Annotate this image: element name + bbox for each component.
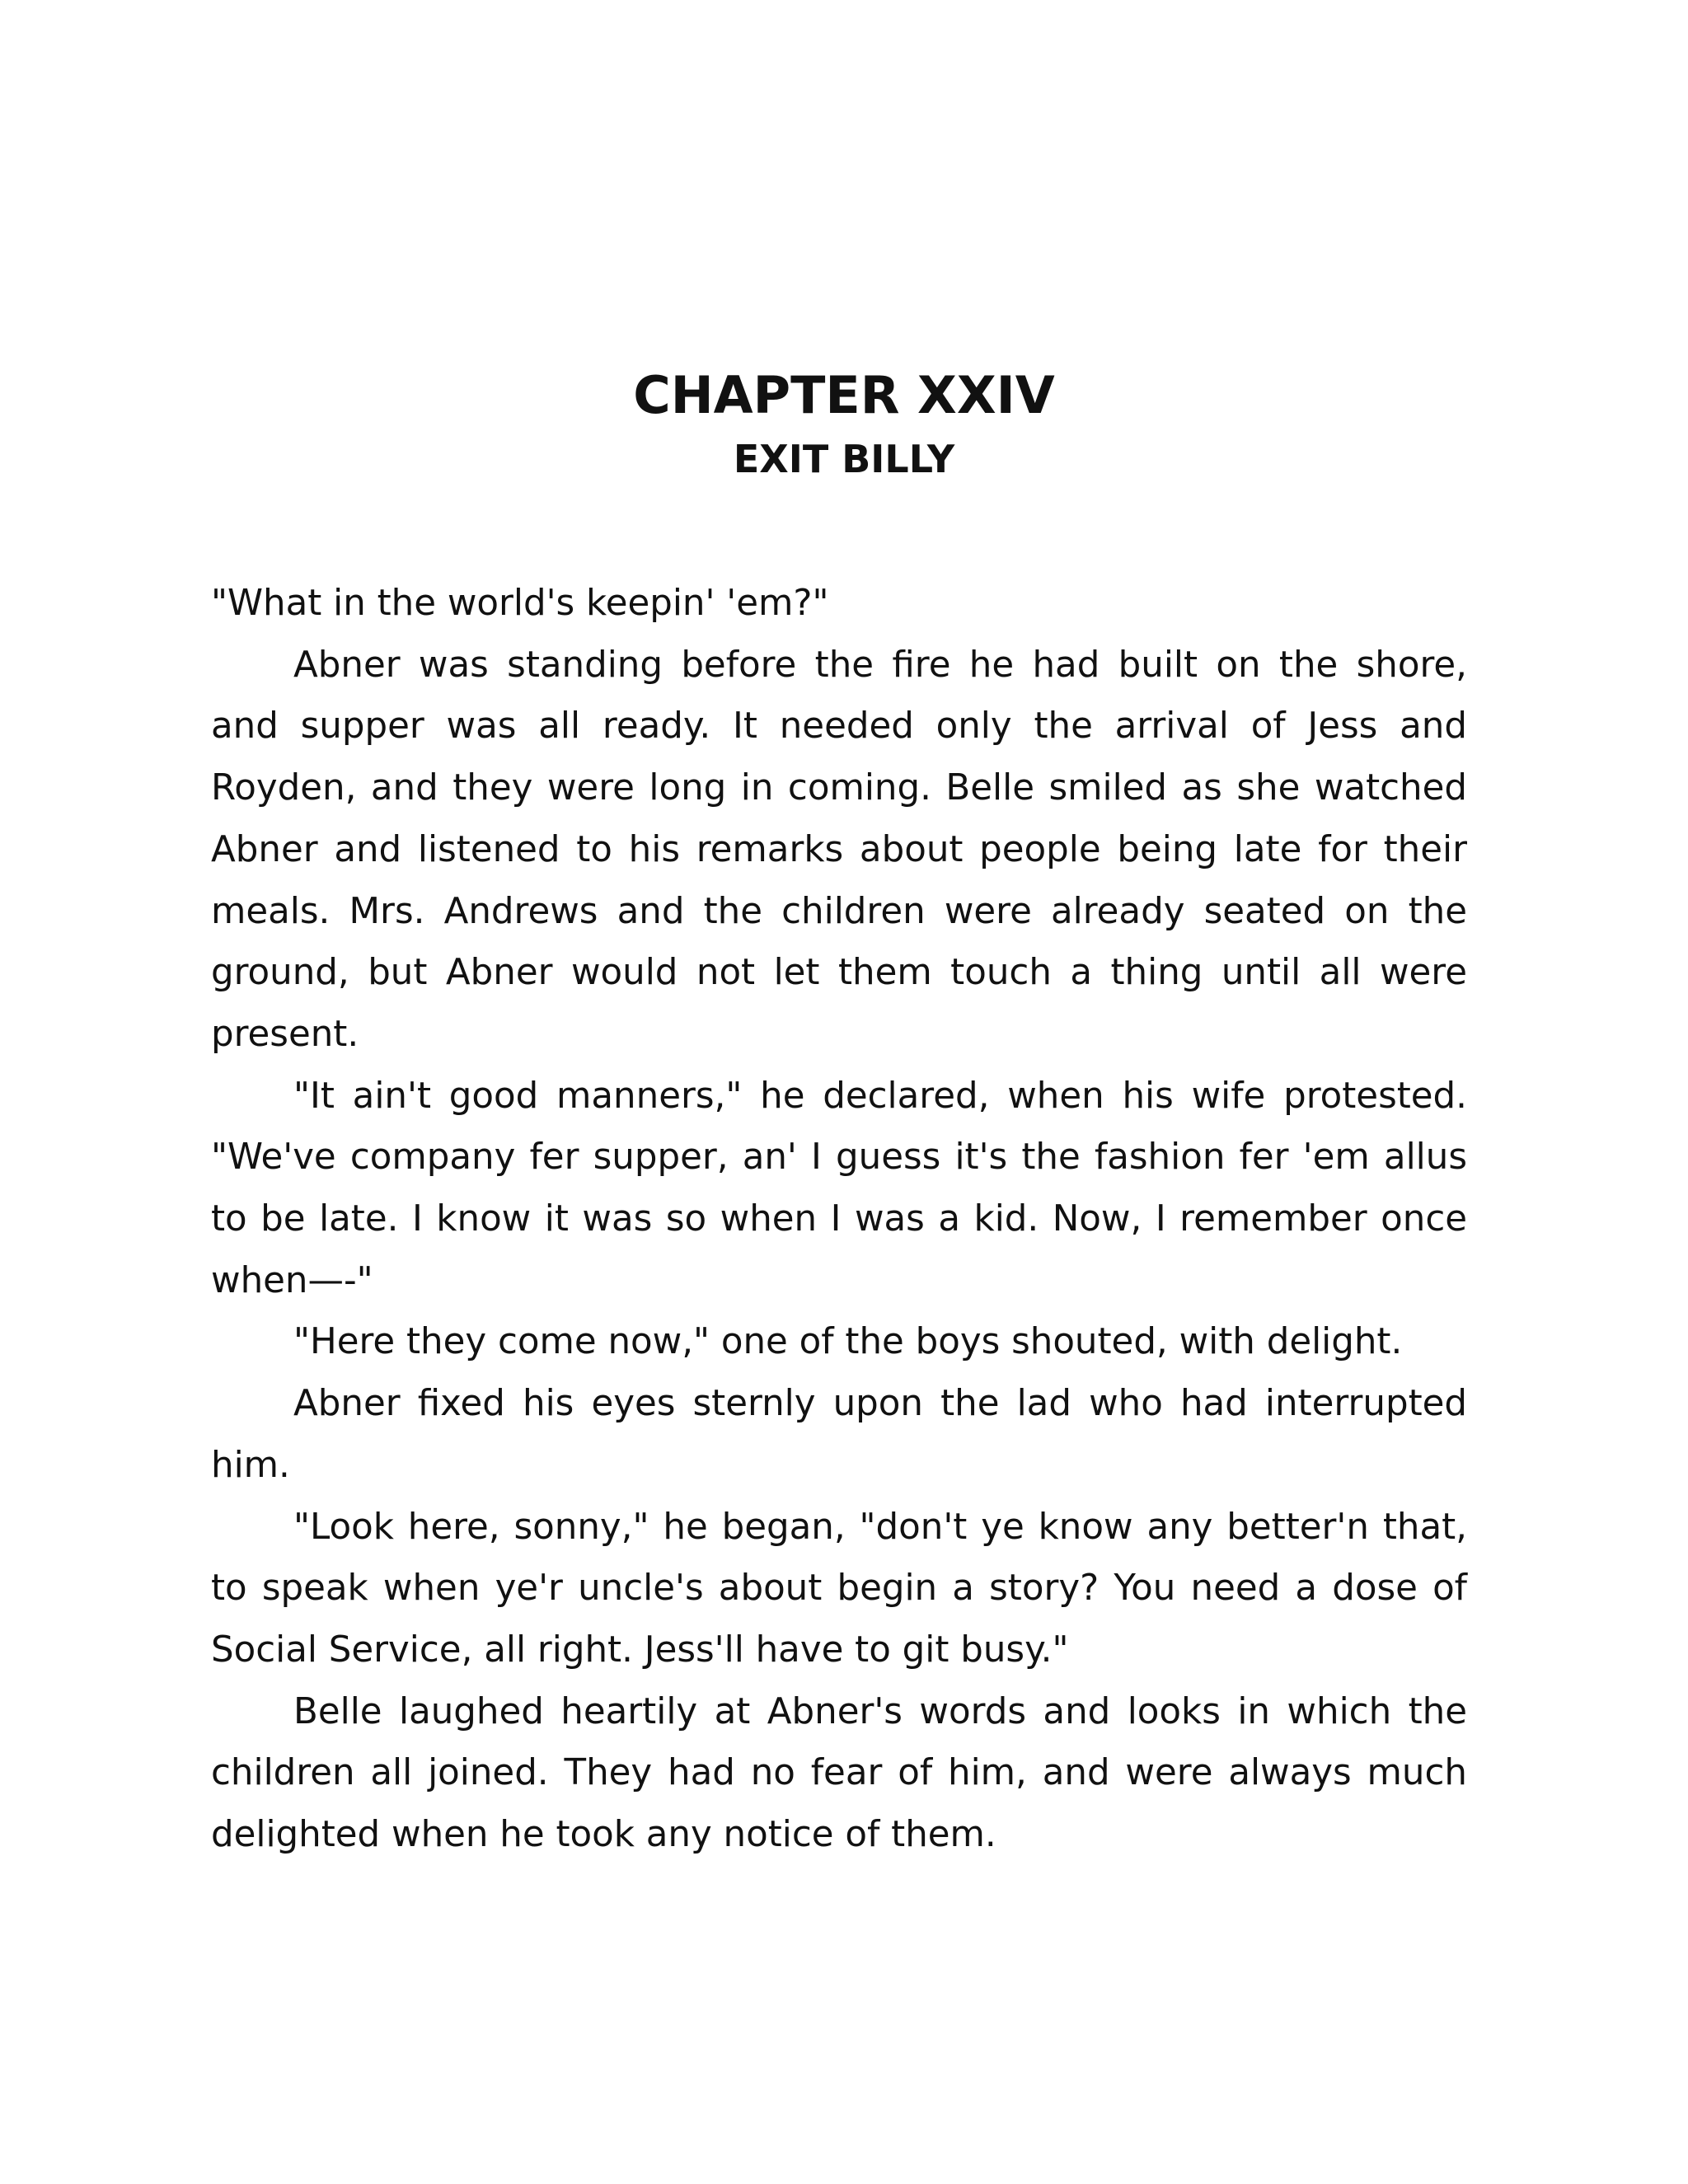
- paragraph: Abner fixed his eyes sternly upon the lad who had interrupted him.: [211, 1383, 1467, 1486]
- paragraph: "Here they come now," one of the boys shouted, with delight.: [293, 1321, 1403, 1363]
- paragraph: Abner was standing before the fire he had built on the shore, and supper was all ready. It needed only the arrival of Jess and Royden, and they were long in coming. Belle smiled as she watched Abner and listened to his remarks about people being late for their meals. Mrs. Andrews and the children were already seated on the ground, but Abner would not let them touch a thing until all were present.: [211, 644, 1467, 1055]
- paragraph: "What in the world's keepin' 'em?": [211, 583, 829, 624]
- chapter-number: CHAPTER XXIV: [633, 365, 1055, 425]
- paragraph: "Look here, sonny," he began, "don't ye know any better'n that, to speak when ye'r uncle's about begin a story? You need a dose of Social Service, all right. Jess'll have to git busy.": [211, 1506, 1467, 1671]
- chapter-title: EXIT BILLY: [733, 437, 955, 481]
- chapter-body: [211, 573, 1467, 1866]
- paragraph: "It ain't good manners," he declared, when his wife protested. "We've company fer supper, an' I guess it's the fashion fer 'em allus to be late. I know it was so when I was a kid. Now, I remember once when—-": [211, 1075, 1467, 1301]
- paragraph: Belle laughed heartily at Abner's words and looks in which the children all joined. They had no fear of him, and were always much delighted when he took any notice of them.: [211, 1690, 1467, 1856]
